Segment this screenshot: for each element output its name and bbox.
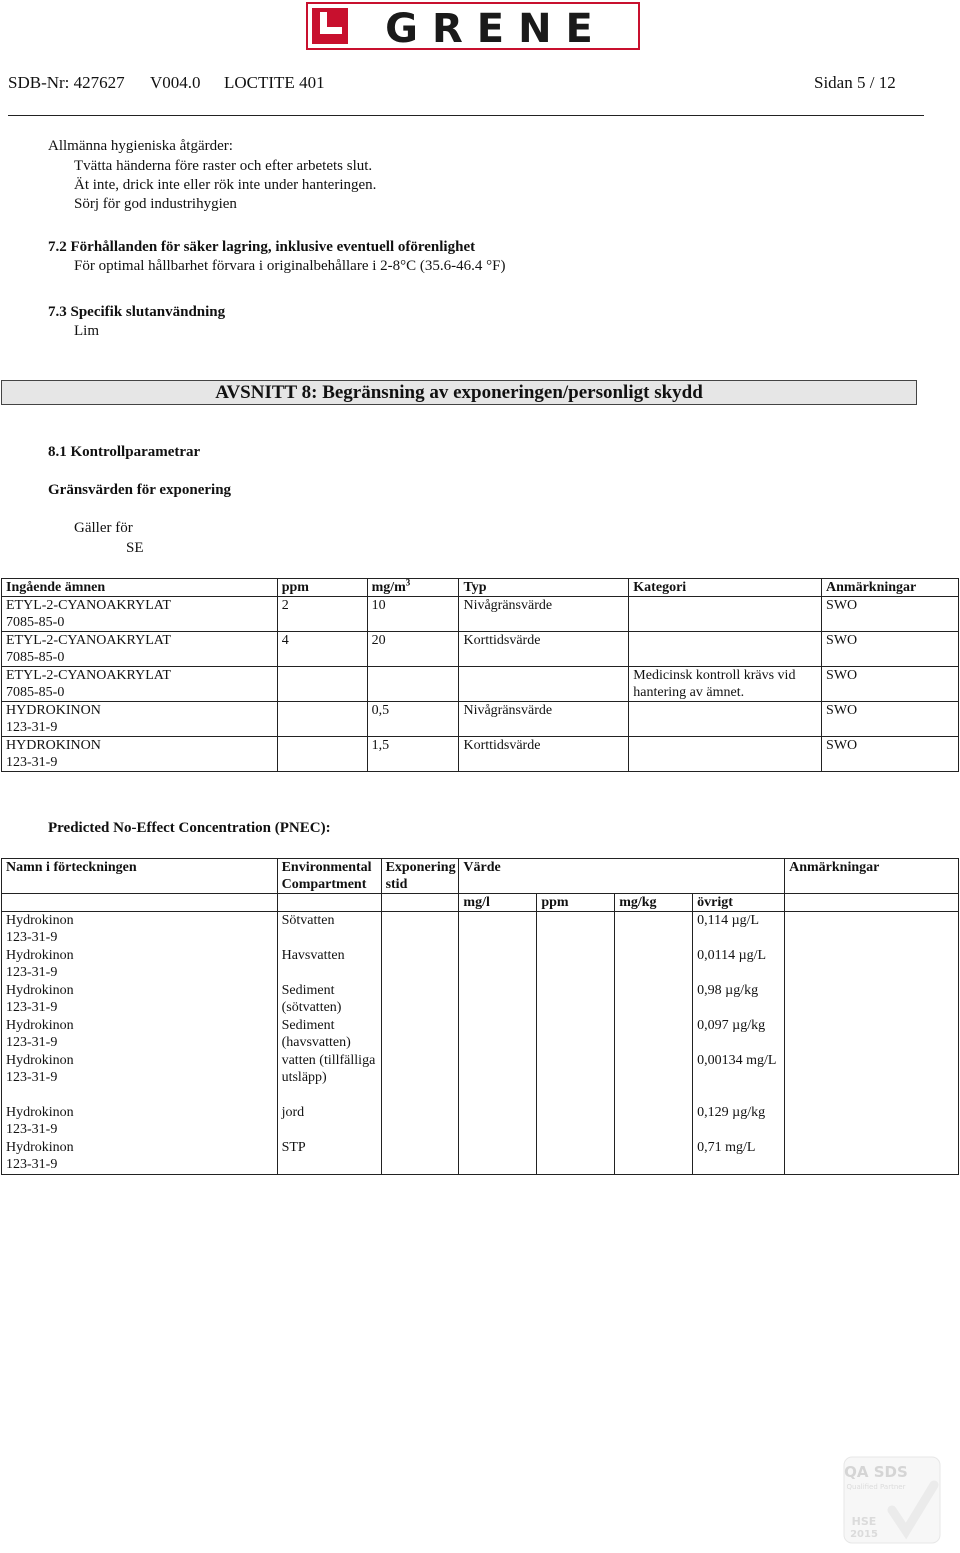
section-7-2-title: 7.2 Förhållanden för säker lagring, inklusive eventuell oförenlighet: [48, 239, 476, 255]
cas-number: 7085-85-0: [6, 685, 65, 700]
column-header: $mg/m^3$: [367, 579, 459, 597]
version: V004.0: [150, 73, 201, 92]
table-header-row: [2, 579, 959, 597]
section-8-heading: AVSNITT 8: Begränsning av exponeringen/personligt skydd: [1, 380, 917, 405]
table-row: [2, 702, 959, 737]
column-header: Anmärkningar: [785, 859, 959, 894]
substance-name: Hydrokinon: [6, 913, 74, 928]
substance-name: ETYL-2-CYANOAKRYLAT: [6, 633, 171, 648]
applies-value: SE: [126, 540, 144, 556]
substance-name: Hydrokinon: [6, 1053, 74, 1068]
type-cell: [459, 667, 629, 702]
cas-number: 123-31-9: [6, 930, 58, 945]
svg-text:Qualified Partner: Qualified Partner: [846, 1483, 906, 1491]
mgm3-cell: 10: [367, 597, 459, 632]
compartment-cell: Sediment (sötvatten): [277, 982, 381, 1017]
substance-name: Hydrokinon: [6, 948, 74, 963]
table-row: [2, 597, 959, 632]
exposure-limits-title: Gränsvärden för exponering: [48, 482, 232, 498]
substance-name: ETYL-2-CYANOAKRYLAT: [6, 598, 171, 613]
table-row: [2, 737, 959, 772]
value-cell: 0,00134 mg/L: [693, 1052, 785, 1104]
substance-name: HYDROKINON: [6, 738, 101, 753]
cas-number: 123-31-9: [6, 1000, 58, 1015]
cas-number: 123-31-9: [6, 755, 58, 770]
page-number: Sidan 5 / 12: [814, 73, 896, 92]
column-header: Namn i förteckningen: [2, 859, 278, 894]
svg-text:QA SDS: QA SDS: [844, 1463, 908, 1481]
category-cell: [629, 632, 822, 667]
substance-name: Hydrokinon: [6, 1105, 74, 1120]
hygiene-line: Sörj för god industrihygien: [74, 196, 237, 212]
cas-number: 123-31-9: [6, 965, 58, 980]
value-cell: 0,129 µg/kg: [693, 1104, 785, 1139]
type-cell: Nivågränsvärde: [459, 597, 629, 632]
cas-number: 123-31-9: [6, 1122, 58, 1137]
cas-number: 123-31-9: [6, 1035, 58, 1050]
hygiene-title: Allmänna hygieniska åtgärder:: [48, 138, 233, 154]
substance-name: ETYL-2-CYANOAKRYLAT: [6, 668, 171, 683]
table-row: [2, 1052, 959, 1104]
value-cell: 0,114 µg/L: [693, 912, 785, 948]
table-row: [2, 1104, 959, 1139]
category-cell: [629, 702, 822, 737]
table-row: [2, 667, 959, 702]
section-7-3-text: Lim: [74, 323, 99, 339]
table-header-row: [2, 859, 959, 894]
value-cell: 0,98 µg/kg: [693, 982, 785, 1017]
type-cell: Korttidsvärde: [459, 737, 629, 772]
substance-name: Hydrokinon: [6, 1018, 74, 1033]
mgm3-cell: [367, 667, 459, 702]
remarks-cell: SWO: [822, 597, 959, 632]
sdb-number: SDB-Nr: 427627: [8, 73, 125, 92]
column-header: Värde: [459, 859, 785, 894]
substance-name: Hydrokinon: [6, 1140, 74, 1155]
cas-number: 123-31-9: [6, 1070, 58, 1085]
hygiene-line: Ät inte, drick inte eller rök inte under hanteringen.: [74, 177, 377, 193]
remarks-cell: SWO: [822, 632, 959, 667]
category-cell: [629, 597, 822, 632]
value-cell: 0,097 µg/kg: [693, 1017, 785, 1052]
column-header: Kategori: [629, 579, 822, 597]
section-8-1-title: 8.1 Kontrollparametrar: [48, 444, 201, 460]
mgm3-cell: 20: [367, 632, 459, 667]
ppm-cell: 2: [277, 597, 367, 632]
column-header: ppm: [537, 894, 615, 912]
pnec-table: [1, 858, 959, 1175]
mgm3-cell: 0,5: [367, 702, 459, 737]
compartment-cell: jord: [277, 1104, 381, 1139]
table-subheader-row: [2, 894, 959, 912]
ppm-cell: [277, 702, 367, 737]
substance-name: HYDROKINON: [6, 703, 101, 718]
section-7-2-text: För optimal hållbarhet förvara i originalbehållare i 2-8°C (35.6-46.4 °F): [74, 258, 506, 274]
column-header: Exponeringstid: [381, 859, 459, 894]
compartment-cell: STP: [277, 1139, 381, 1175]
applies-label: Gäller för: [74, 520, 133, 536]
remarks-cell: SWO: [822, 702, 959, 737]
category-cell: [629, 737, 822, 772]
ppm-cell: [277, 667, 367, 702]
column-header: ppm: [277, 579, 367, 597]
section-7-3-title: 7.3 Specifik slutanvändning: [48, 304, 226, 320]
table-row: [2, 912, 959, 948]
cas-number: 7085-85-0: [6, 650, 65, 665]
ppm-cell: [277, 737, 367, 772]
header-rule: [8, 115, 924, 116]
remarks-cell: SWO: [822, 737, 959, 772]
type-cell: Korttidsvärde: [459, 632, 629, 667]
remarks-cell: SWO: [822, 667, 959, 702]
cas-number: 123-31-9: [6, 720, 58, 735]
table-row: [2, 1139, 959, 1175]
cas-number: 123-31-9: [6, 1157, 58, 1172]
type-cell: Nivågränsvärde: [459, 702, 629, 737]
ppm-cell: 4: [277, 632, 367, 667]
compartment-cell: vatten (tillfälliga utsläpp): [277, 1052, 381, 1104]
grene-logo: [306, 2, 640, 50]
product-name: LOCTITE 401: [224, 73, 325, 92]
table-row: [2, 947, 959, 982]
compartment-cell: Sediment (havsvatten): [277, 1017, 381, 1052]
table-row: [2, 632, 959, 667]
column-header: övrigt: [693, 894, 785, 912]
svg-text:HSE: HSE: [851, 1515, 877, 1528]
svg-text:2015: 2015: [850, 1529, 878, 1540]
column-header: mg/l: [459, 894, 537, 912]
compartment-cell: Sötvatten: [277, 912, 381, 948]
substance-name: Hydrokinon: [6, 983, 74, 998]
mgm3-cell: 1,5: [367, 737, 459, 772]
value-cell: 0,0114 µg/L: [693, 947, 785, 982]
column-header: Anmärkningar: [822, 579, 959, 597]
category-cell: Medicinsk kontroll krävs vid hantering av ämnet.: [629, 667, 822, 702]
column-header: mg/kg: [615, 894, 693, 912]
column-header: Ingående ämnen: [2, 579, 278, 597]
logo-mark-icon: [312, 8, 348, 44]
exposure-limits-table: [1, 578, 959, 772]
compartment-cell: Havsvatten: [277, 947, 381, 982]
table-row: [2, 982, 959, 1017]
table-row: [2, 1017, 959, 1052]
value-cell: 0,71 mg/L: [693, 1139, 785, 1175]
column-header: Environmental Compartment: [277, 859, 381, 894]
hygiene-line: Tvätta händerna före raster och efter arbetets slut.: [74, 158, 373, 174]
pnec-title: Predicted No-Effect Concentration (PNEC):: [48, 820, 331, 836]
cas-number: 7085-85-0: [6, 615, 65, 630]
column-header: Typ: [459, 579, 629, 597]
qa-sds-stamp: [842, 1455, 942, 1545]
logo-text: GRENE: [385, 6, 607, 50]
